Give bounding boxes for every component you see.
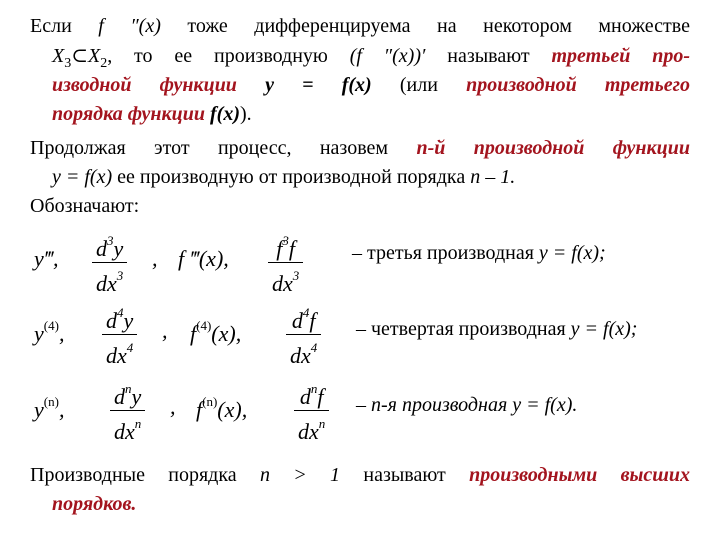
paragraph-third-derivative-line4 — [30, 100, 690, 129]
math-fx: f(x) — [210, 103, 240, 125]
d: d — [114, 384, 125, 409]
math-deriv: (f ″(x))′ — [349, 45, 426, 67]
dx: dx — [298, 419, 319, 444]
math-n-minus-1: n – 1. — [470, 166, 516, 188]
text: Обозначают: — [30, 195, 140, 217]
math-yfx: y = f(x). — [512, 394, 578, 416]
text: Если — [30, 15, 72, 37]
math-yfx: y = f(x) — [52, 166, 113, 188]
term-nth-derivative: n-й производной функции — [416, 137, 690, 159]
d: f — [276, 236, 283, 261]
exp: 4 — [117, 305, 124, 320]
notation-f-prime: f ‴(x), — [178, 246, 229, 271]
notation-leibniz-f — [268, 228, 303, 297]
text: называют — [363, 464, 446, 486]
math-fpp: f ″(x) — [98, 15, 161, 37]
text: Производные порядка — [30, 464, 237, 486]
notation-leibniz-f — [286, 300, 321, 369]
term-higher-order: производными высших — [469, 464, 691, 486]
paragraph-higher-order — [30, 461, 690, 490]
text: – третья производная — [352, 242, 534, 264]
set2-sub: 2 — [100, 56, 108, 71]
notation-desc — [356, 394, 577, 417]
var: f — [288, 236, 295, 261]
math-condition: n > 1 — [259, 464, 341, 486]
var: f — [309, 308, 316, 333]
math-yfx: y = f(x); — [538, 242, 606, 264]
notation-y: y — [34, 321, 44, 346]
exp: n — [310, 381, 318, 396]
exp: (n) — [43, 394, 59, 409]
tail: (x), — [217, 397, 248, 422]
dx: dx — [96, 271, 117, 296]
set-x: X — [52, 45, 65, 67]
paragraph-third-derivative — [30, 12, 690, 41]
set-sub: 3 — [64, 56, 72, 71]
exp: n — [318, 416, 326, 431]
dx: dx — [272, 271, 293, 296]
text: ее производную от производной порядка — [117, 166, 466, 188]
exp: 4 — [126, 340, 134, 355]
exp: 3 — [292, 268, 300, 283]
d: d — [106, 308, 117, 333]
exp: n — [134, 416, 142, 431]
text: ). — [240, 103, 252, 125]
notation-leibniz-y — [102, 300, 137, 369]
exp: 4 — [310, 340, 318, 355]
notation-row-fourth: $y^{(4)}$, $d^4y$ $dx^4$ , $f^{(4)}(x)$, $d^4f$ $dx^4$ – четвертая производная y = f(x); — [30, 300, 710, 370]
paragraph-nth-derivative — [30, 134, 690, 163]
subset-symbol: ⊂ — [71, 45, 88, 67]
notation-leibniz-y — [110, 376, 145, 445]
dx: dx — [290, 343, 311, 368]
text: – четвертая производная — [356, 318, 566, 340]
notation-row-nth: $y^{(n)}$, $d^ny$ $dx^n$ , $f^{(n)}(x)$, $d^nf$ $dx^n$ – n-я производная y = f(x). — [30, 376, 710, 446]
dx: dx — [106, 343, 127, 368]
text: (или — [399, 74, 438, 96]
notation-desc — [352, 242, 606, 265]
exp: (4) — [196, 318, 212, 333]
notation-f: f — [190, 321, 197, 346]
text: – n-я производная — [356, 394, 508, 416]
math-yfx: y = f(x) — [265, 74, 372, 96]
paragraph-higher-order-line2 — [30, 490, 690, 519]
paragraph-notation — [30, 192, 690, 221]
term-third-derivative-cont: изводной функции — [52, 74, 237, 96]
exp: 4 — [302, 305, 310, 320]
term-third-derivative: третьей про- — [551, 45, 691, 67]
paragraph-third-derivative-line3 — [30, 71, 690, 100]
math-yfx: y = f(x); — [570, 318, 638, 340]
exp: 3 — [107, 233, 114, 248]
exp: (n) — [202, 394, 218, 409]
term-third-order: производной третьего — [466, 74, 690, 96]
d: d — [96, 236, 107, 261]
var: y — [113, 236, 124, 261]
set-x2: X — [87, 45, 101, 67]
exp: 3 — [282, 233, 289, 248]
exp: n — [125, 381, 132, 396]
text: тоже дифференцируема на некотором множестве — [187, 15, 690, 37]
notation-y: y — [34, 397, 44, 422]
var: y — [123, 308, 134, 333]
text: , то ее производную — [107, 45, 328, 67]
notation-leibniz-f — [294, 376, 329, 445]
notation-leibniz-y — [92, 228, 127, 297]
exp: 3 — [116, 268, 124, 283]
dx: dx — [114, 419, 135, 444]
notation-prime: y‴, — [34, 246, 59, 271]
text: называют — [447, 45, 530, 67]
exp: (4) — [43, 318, 59, 333]
paragraph-nth-derivative-line2 — [30, 163, 690, 192]
text: Продолжая этот процесс, назовем — [30, 137, 389, 159]
term-third-order-cont: порядка функции — [52, 103, 206, 125]
var: f — [317, 384, 324, 409]
notation-row-third: y‴, $d^3y$ $dx^3$ , f ‴(x), $f^3f$ $dx^3$ – третья производная y = f(x); — [30, 228, 710, 298]
term-higher-order-cont: порядков. — [52, 493, 137, 515]
notation-f: f — [196, 397, 203, 422]
d: d — [299, 384, 311, 409]
tail: (x), — [211, 321, 242, 346]
var: y — [131, 384, 142, 409]
notation-desc — [356, 318, 637, 341]
d: d — [291, 308, 303, 333]
